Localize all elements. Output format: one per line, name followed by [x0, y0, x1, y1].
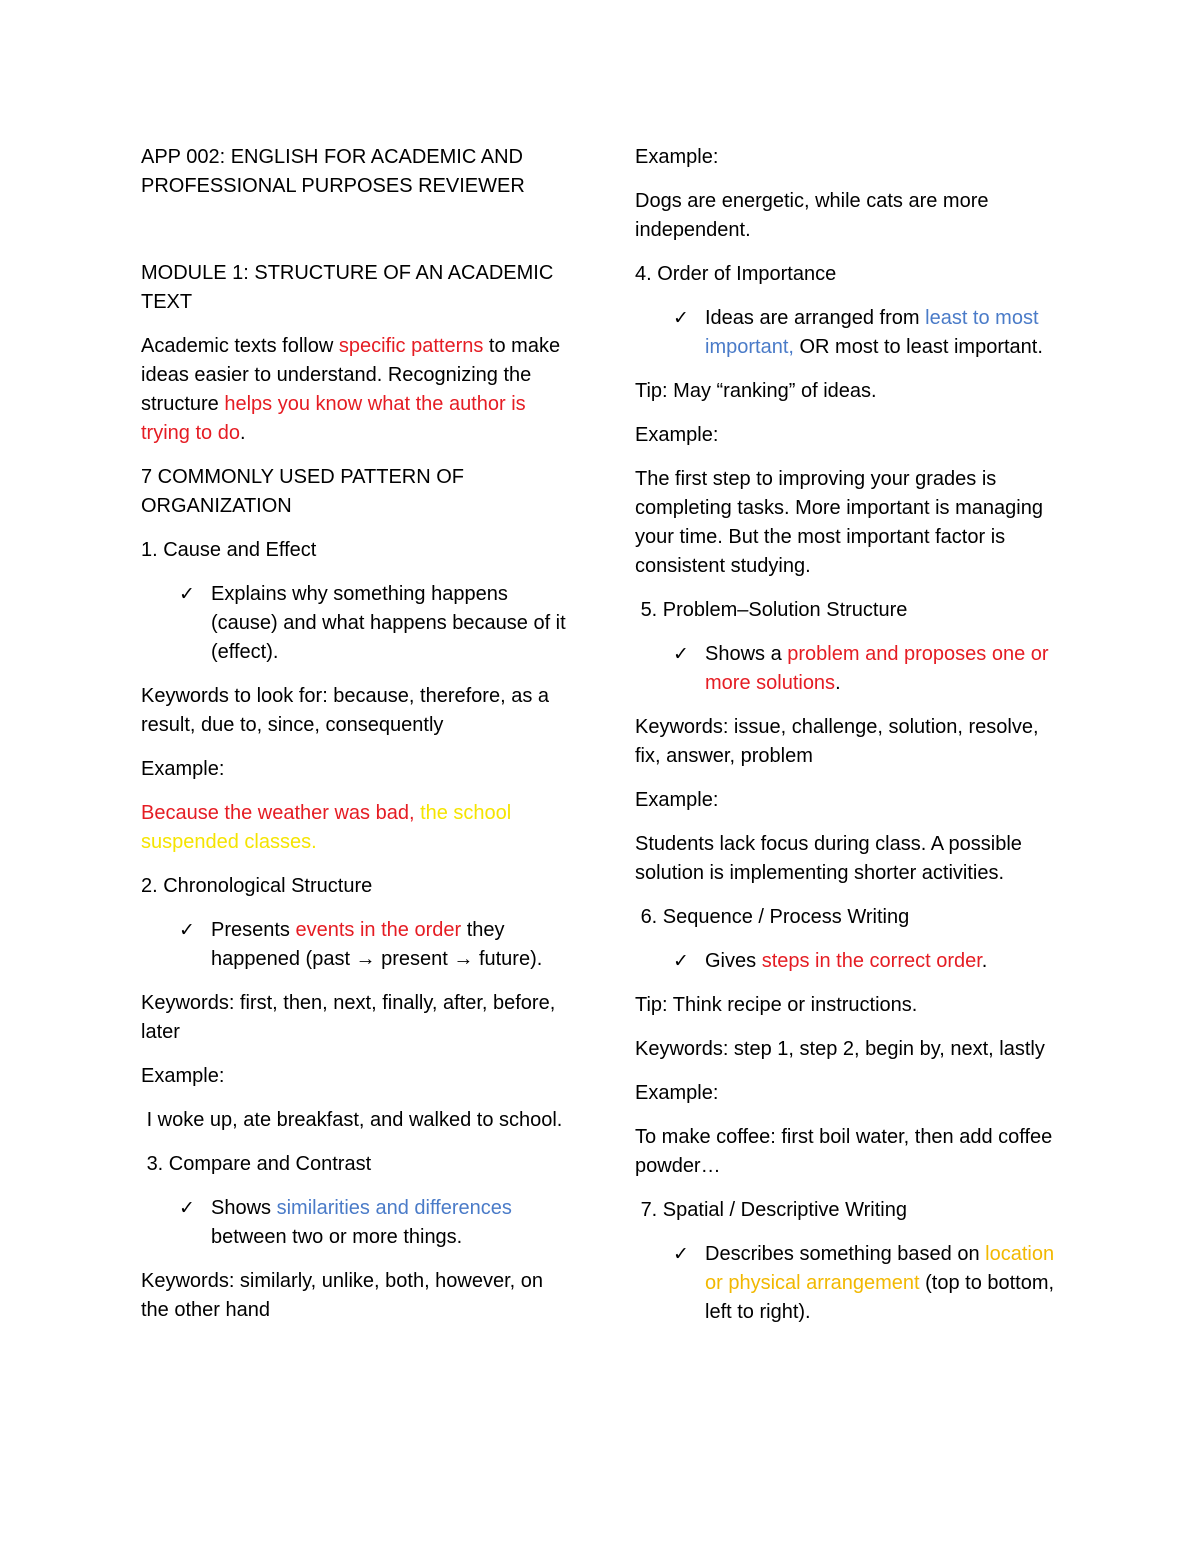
pattern-4-bullet-text	[705, 304, 1065, 362]
check-icon: ✓	[673, 643, 689, 665]
bullet-text-c: .	[835, 672, 841, 694]
bullet-text-a: Gives	[705, 950, 762, 972]
pattern-1-keywords: Keywords to look for: because, therefore, as a result, due to, since, consequently	[141, 685, 549, 736]
pattern-3-keywords: Keywords: similarly, unlike, both, however, on the other hand	[141, 1270, 544, 1321]
pattern-1-example	[141, 799, 571, 857]
pattern-5-bullet-text	[705, 640, 1065, 698]
pattern-6-heading: 6. Sequence / Process Writing	[635, 906, 910, 928]
check-icon: ✓	[179, 919, 195, 941]
patterns-heading: 7 COMMONLY USED PATTERN OF ORGANIZATION	[141, 466, 464, 517]
check-icon: ✓	[673, 1243, 689, 1265]
bullet-text-a: Describes something based on	[705, 1243, 986, 1265]
pattern-2-keywords: Keywords: first, then, next, finally, after, before, later	[141, 992, 556, 1043]
bullet-text-c: they happened (past → present → future).	[211, 919, 543, 970]
intro-text-c: to make ideas easier to understand. Recognizing the structure	[141, 335, 561, 415]
pattern-3-example: Dogs are energetic, while cats are more independent.	[635, 190, 989, 241]
pattern-3-heading: 3. Compare and Contrast	[141, 1153, 372, 1175]
pattern-5-bullet	[673, 640, 1065, 698]
bullet-highlight: location or physical arrangement	[705, 1243, 1055, 1294]
bullet-highlight: similarities and differences	[276, 1197, 512, 1219]
example-effect: the school suspended classes.	[141, 802, 512, 853]
pattern-3-bullet-text	[211, 1194, 571, 1252]
bullet-highlight: events in the order	[295, 919, 462, 941]
pattern-5-heading: 5. Problem–Solution Structure	[635, 599, 908, 621]
bullet-text-a: Shows a	[705, 643, 788, 665]
pattern-7-bullet	[673, 1240, 1065, 1327]
pattern-2-example: I woke up, ate breakfast, and walked to school.	[141, 1109, 563, 1131]
check-icon: ✓	[673, 307, 689, 329]
title-line-2: PROFESSIONAL PURPOSES REVIEWER	[141, 175, 525, 197]
bullet-text-a: Ideas are arranged from	[705, 307, 926, 329]
pattern-7-bullet-text	[705, 1240, 1065, 1327]
bullet-text-c: .	[981, 950, 988, 972]
pattern-6-bullet	[673, 947, 1065, 976]
bullet-highlight: steps in the correct order	[761, 950, 982, 972]
pattern-2-example-label: Example:	[141, 1065, 225, 1087]
pattern-3-example-label: Example:	[635, 146, 719, 168]
pattern-4-example: The first step to improving your grades is completing tasks. More important is managing your time. But the most important factor is consistent studying.	[635, 468, 1043, 577]
title-line-1: APP 002: ENGLISH FOR ACADEMIC AND	[141, 146, 523, 168]
pattern-5-example-label: Example:	[635, 789, 719, 811]
pattern-4-tip: Tip: May “ranking” of ideas.	[635, 380, 877, 402]
bullet-text-c: OR most to least important.	[793, 336, 1043, 358]
pattern-6-keywords: Keywords: step 1, step 2, begin by, next, lastly	[635, 1038, 1045, 1060]
example-cause: Because the weather was bad,	[141, 802, 415, 824]
module-heading: MODULE 1: STRUCTURE OF AN ACADEMIC TEXT	[141, 262, 554, 313]
pattern-2-heading: 2. Chronological Structure	[141, 875, 373, 897]
check-icon: ✓	[179, 1197, 195, 1219]
pattern-1-bullet-text: Explains why something happens (cause) and what happens because of it (effect).	[211, 583, 566, 663]
pattern-4-heading: 4. Order of Importance	[635, 263, 837, 285]
intro-highlight-author: helps you know what the author is trying to do	[141, 393, 526, 444]
pattern-2-bullet-text	[211, 916, 571, 974]
check-icon: ✓	[179, 583, 195, 605]
pattern-6-tip: Tip: Think recipe or instructions.	[635, 994, 918, 1016]
pattern-2-bullet	[179, 916, 571, 974]
bullet-text-c: (top to bottom, left to right).	[705, 1272, 1055, 1323]
pattern-7-heading: 7. Spatial / Descriptive Writing	[635, 1199, 907, 1221]
bullet-text-c: between two or more things.	[211, 1226, 463, 1248]
right-column	[635, 143, 1065, 1342]
pattern-6-example-label: Example:	[635, 1082, 719, 1104]
check-icon: ✓	[673, 950, 689, 972]
intro-text-e: .	[239, 422, 246, 444]
intro-highlight-patterns: specific patterns	[338, 335, 484, 357]
pattern-1-heading: 1. Cause and Effect	[141, 539, 317, 561]
intro-paragraph	[141, 332, 571, 448]
document-title	[141, 143, 571, 201]
pattern-5-keywords: Keywords: issue, challenge, solution, resolve, fix, answer, problem	[635, 716, 1039, 767]
bullet-text-a: Shows	[211, 1197, 277, 1219]
left-column	[141, 143, 571, 1340]
pattern-6-bullet-text	[705, 947, 1065, 976]
pattern-6-example: To make coffee: first boil water, then add coffee powder…	[635, 1126, 1053, 1177]
pattern-1-example-label: Example:	[141, 758, 225, 780]
pattern-5-example: Students lack focus during class. A possible solution is implementing shorter activities.	[635, 833, 1022, 884]
bullet-text-a: Presents	[211, 919, 296, 941]
bullet-highlight: least to most important,	[705, 307, 1039, 358]
pattern-3-bullet	[179, 1194, 571, 1252]
pattern-1-bullet	[179, 580, 571, 667]
pattern-4-bullet	[673, 304, 1065, 362]
bullet-highlight: problem and proposes one or more solutions	[705, 643, 1049, 694]
intro-text-a: Academic texts follow	[141, 335, 339, 357]
pattern-4-example-label: Example:	[635, 424, 719, 446]
